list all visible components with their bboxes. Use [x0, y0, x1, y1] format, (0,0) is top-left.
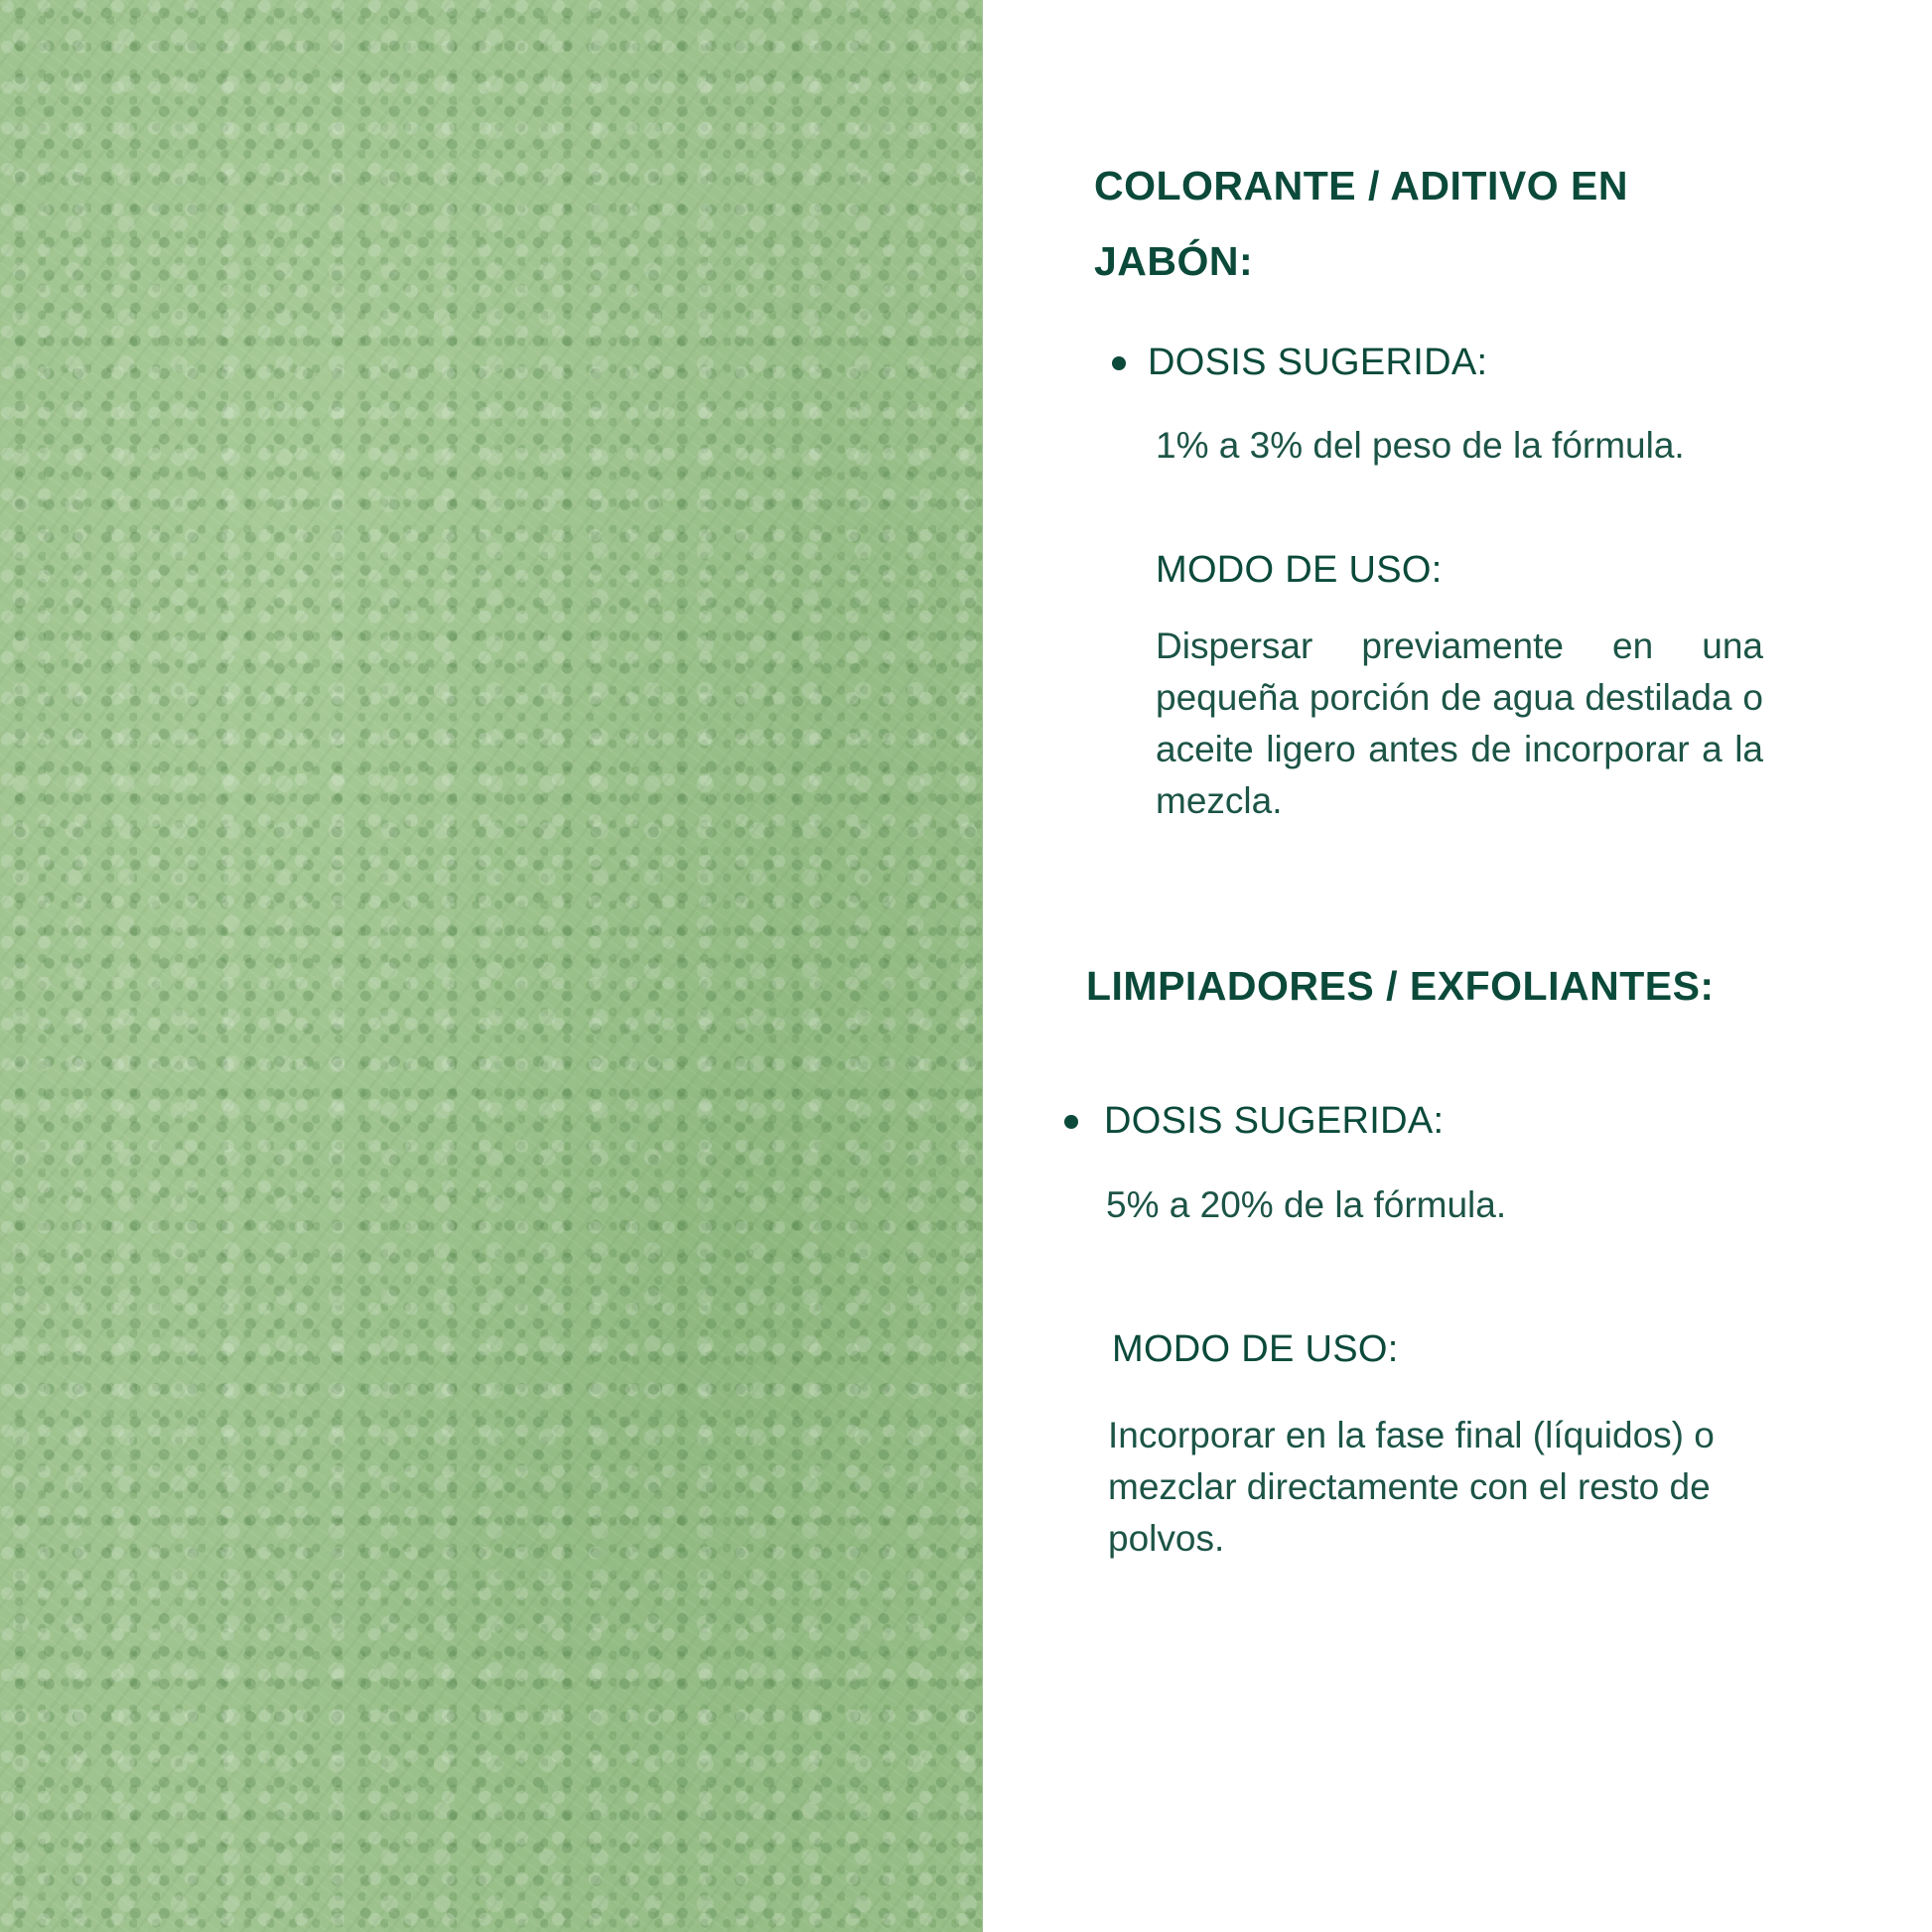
section1-dosis-label: DOSIS SUGERIDA:	[1148, 342, 1488, 383]
section2-title: LIMPIADORES / EXFOLIANTES:	[1086, 963, 1715, 1009]
section2-dosis-value: 5% a 20% de la fórmula.	[1106, 1184, 1507, 1225]
section2-modo-text: Incorporar en la fase final (líquidos) o mezclar directamente con el resto de polvos.	[1108, 1415, 1715, 1559]
bullet-dot-icon	[1112, 356, 1126, 370]
section1-modo-text: Dispersar previamente en una pequeña porción de agua destilada o aceite ligero antes de incorporar a la mezcla.	[1156, 625, 1763, 821]
bullet-dot-icon	[1064, 1115, 1078, 1129]
section2-dosis-row	[1064, 1100, 1444, 1143]
usage-info-panel	[983, 0, 1932, 1932]
section1-dosis-value: 1% a 3% del peso de la fórmula.	[1156, 425, 1685, 466]
section2-dosis-label: DOSIS SUGERIDA:	[1104, 1100, 1445, 1142]
section1-dosis-row	[1112, 342, 1487, 384]
section1-title: COLORANTE / ADITIVO EN JABÓN:	[1094, 163, 1628, 284]
section1-modo-label: MODO DE USO:	[1156, 549, 1443, 591]
section2-modo-label: MODO DE USO:	[1112, 1328, 1399, 1370]
